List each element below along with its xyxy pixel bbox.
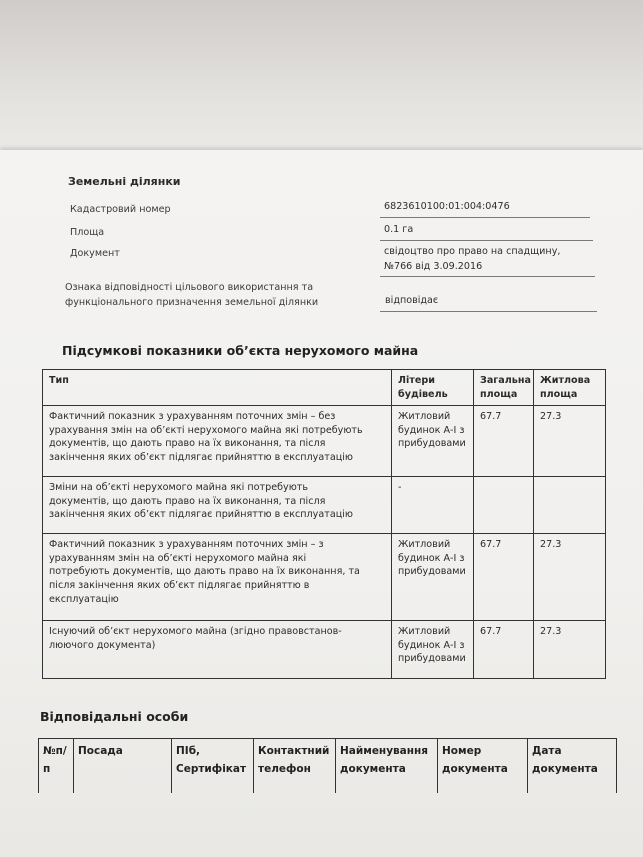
table-row <box>43 406 606 477</box>
underlying-page <box>0 0 643 160</box>
area-value: 0.1 га <box>384 224 414 235</box>
summary-table <box>42 369 606 679</box>
cadastral-number-value: 6823610100:01:004:0476 <box>384 201 510 212</box>
purpose-underline <box>380 311 597 312</box>
header-letters: Літери будівель <box>392 370 474 406</box>
row-living-area: 27.3 <box>534 621 606 679</box>
cadastral-number-label: Кадастровий номер <box>70 204 171 215</box>
row-total-area <box>474 477 534 534</box>
row-letters: Житловий будинок А-І з прибудовами <box>392 534 474 621</box>
row-total-area: 67.7 <box>474 406 534 477</box>
purpose-value: відповідає <box>385 295 439 306</box>
row-total-area: 67.7 <box>474 621 534 679</box>
document-value-line1: свідоцтво про право на спадщину, <box>384 246 561 257</box>
area-label: Площа <box>70 227 105 238</box>
header-number: №п/ п <box>39 739 74 794</box>
header-type: Тип <box>43 370 392 406</box>
row-living-area <box>534 477 606 534</box>
header-contact-phone: Контактний телефон <box>254 739 336 794</box>
purpose-label-line2: функціонального призначення земельної ділянки <box>65 297 319 308</box>
row-letters: Житловий будинок А-І з прибудовами <box>392 621 474 679</box>
header-living-area: Житлова площа <box>534 370 606 406</box>
document-value-line2: №766 від 3.09.2016 <box>384 261 483 272</box>
row-type: Існуючий об’єкт нерухомого майна (згідно правовстанов- люючого документа) <box>43 621 392 679</box>
row-living-area: 27.3 <box>534 534 606 621</box>
row-letters: - <box>392 477 474 534</box>
land-section-title: Земельні ділянки <box>68 175 181 188</box>
document-underline <box>380 276 595 277</box>
responsible-table <box>38 738 617 793</box>
row-type: Фактичний показник з урахуванням поточних змін – з урахуванням змін на об’єкті нерухомого майна які потребують документів, що дають право на їх виконання, та після закінчення яких об’єкт підлягає прийняттю в експлуатацію <box>43 534 392 621</box>
area-underline <box>380 240 593 241</box>
header-document-number: Номер документа <box>438 739 528 794</box>
document-label: Документ <box>70 248 120 259</box>
row-total-area: 67.7 <box>474 534 534 621</box>
purpose-label-line1: Ознака відповідності цільового використання та <box>65 282 314 293</box>
header-position: Посада <box>74 739 172 794</box>
row-living-area: 27.3 <box>534 406 606 477</box>
header-document-date: Дата документа <box>528 739 617 794</box>
cadastral-underline <box>380 217 590 218</box>
summary-header-row <box>43 370 606 406</box>
row-type: Фактичний показник з урахуванням поточних змін – без урахування змін на об’єкті нерухомого майна які потребують документів, що дають право на їх виконання, та після закінчення яких об’єкт підлягає прийняттю в експлуатацію <box>43 406 392 477</box>
summary-section-title: Підсумкові показники об’єкта нерухомого майна <box>62 343 419 358</box>
table-row <box>43 477 606 534</box>
header-total-area: Загальна площа <box>474 370 534 406</box>
header-document-name: Найменування документа <box>336 739 438 794</box>
row-letters: Житловий будинок А-І з прибудовами <box>392 406 474 477</box>
table-row <box>43 621 606 679</box>
row-type: Зміни на об’єкті нерухомого майна які потребують документів, що дають право на їх виконання, та після закінчення яких об’єкт підлягає прийняттю в експлуатацію <box>43 477 392 534</box>
responsible-section-title: Відповідальні особи <box>40 709 189 724</box>
responsible-header-row <box>39 739 617 794</box>
table-row <box>43 534 606 621</box>
header-name-certificate: ПІб, Сертифікат <box>172 739 254 794</box>
